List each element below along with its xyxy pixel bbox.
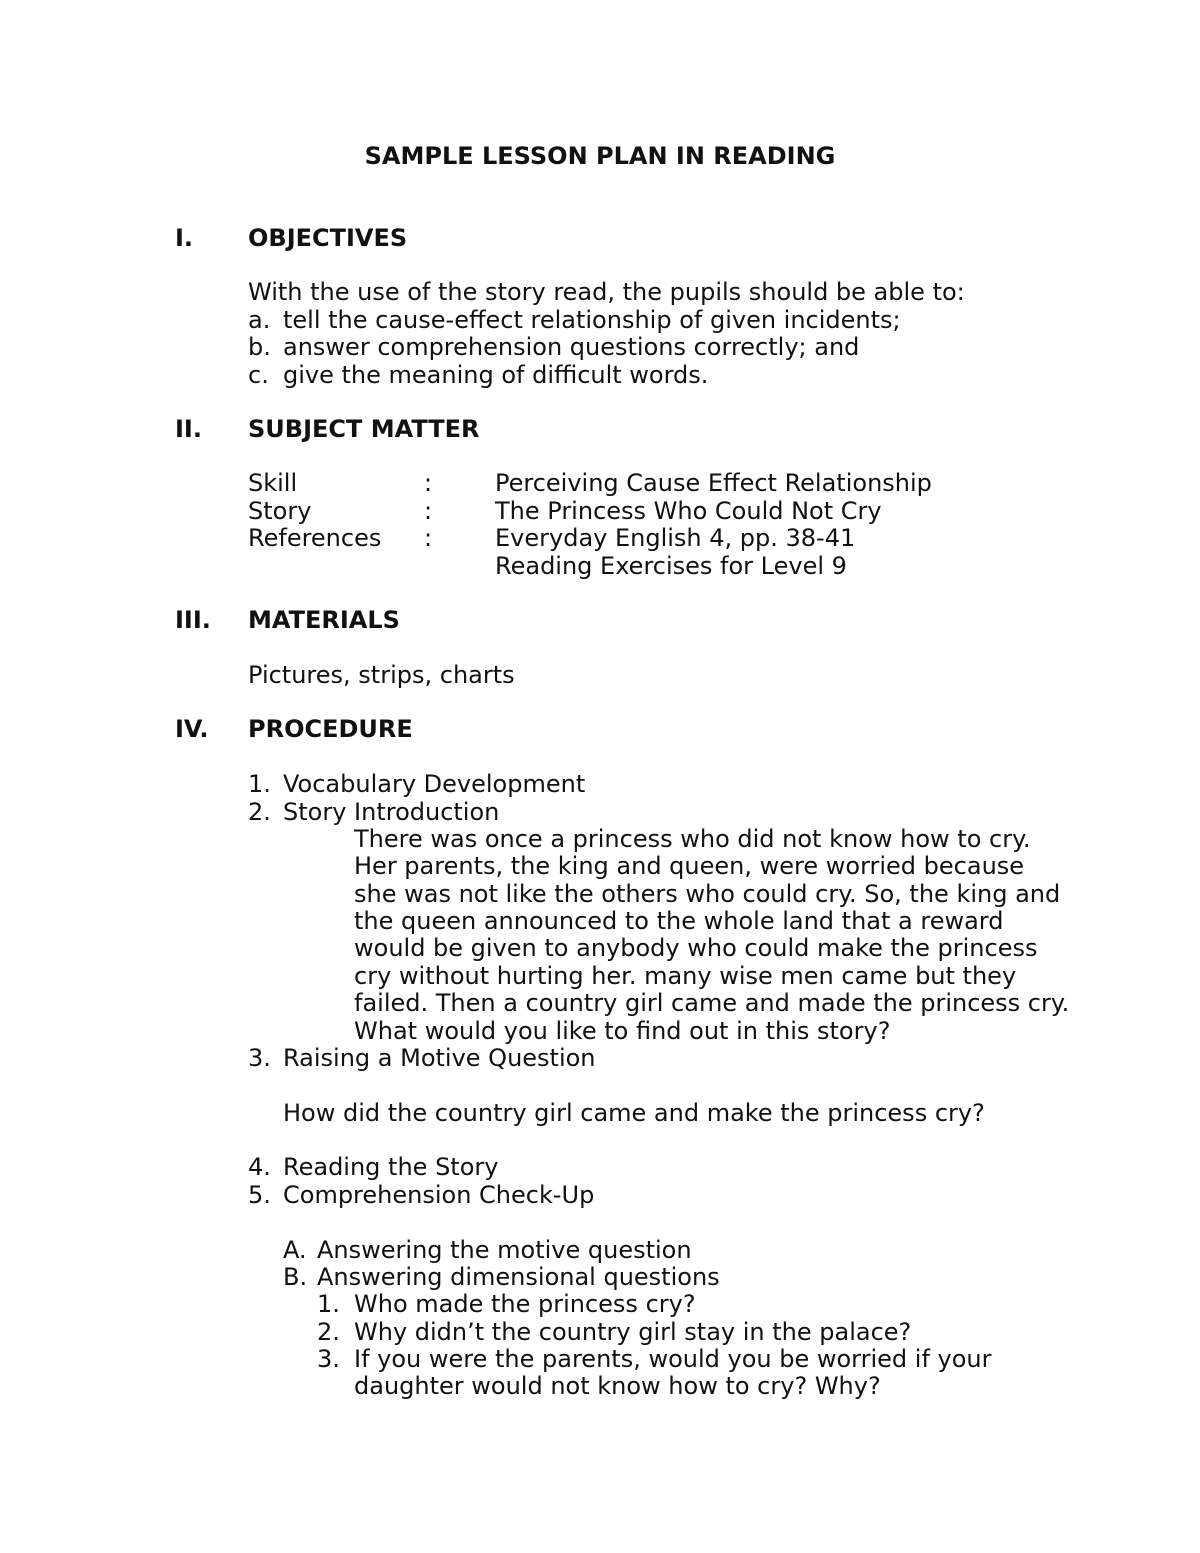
subject-value: The Princess Who Could Not Cry	[495, 497, 882, 525]
section-numeral-materials: III.	[175, 606, 211, 634]
materials-text: Pictures, strips, charts	[248, 661, 515, 689]
procedure-step: Raising a Motive Question	[283, 1044, 596, 1072]
dimensional-question: Why didn’t the country girl stay in the palace?	[354, 1318, 912, 1346]
story-intro-line: would be given to anybody who could make the princess	[354, 934, 1038, 962]
dimensional-question: Who made the princess cry?	[354, 1290, 696, 1318]
dimensional-question-marker: 2.	[317, 1318, 340, 1346]
objectives-intro: With the use of the story read, the pupils should be able to:	[248, 278, 965, 306]
procedure-step: Comprehension Check-Up	[283, 1181, 595, 1209]
procedure-step: Reading the Story	[283, 1153, 499, 1181]
story-intro-line: failed. Then a country girl came and made the princess cry.	[354, 989, 1070, 1017]
procedure-step-marker: 4.	[248, 1153, 271, 1181]
objective-item: tell the cause-effect relationship of given incidents;	[283, 306, 901, 334]
section-numeral-objectives: I.	[175, 224, 194, 252]
story-intro-line: cry without hurting her. many wise men came but they	[354, 962, 1017, 990]
story-intro-line: Her parents, the king and queen, were worried because	[354, 852, 1025, 880]
section-numeral-subject-matter: II.	[175, 415, 202, 443]
check-up-item: Answering dimensional questions	[317, 1263, 720, 1291]
procedure-step-marker: 5.	[248, 1181, 271, 1209]
objective-marker: b.	[248, 333, 271, 361]
section-heading-materials: MATERIALS	[248, 606, 400, 634]
subject-separator: :	[424, 524, 433, 552]
objective-item: answer comprehension questions correctly; and	[283, 333, 860, 361]
dimensional-question: daughter would not know how to cry? Why?	[354, 1372, 881, 1400]
section-heading-subject-matter: SUBJECT MATTER	[248, 415, 480, 443]
subject-separator: :	[424, 469, 433, 497]
objective-marker: c.	[248, 361, 269, 389]
section-heading-objectives: OBJECTIVES	[248, 224, 408, 252]
subject-label: References	[248, 524, 382, 552]
subject-label: Skill	[248, 469, 298, 497]
procedure-step: Vocabulary Development	[283, 770, 586, 798]
procedure-step-marker: 1.	[248, 770, 271, 798]
subject-value: Everyday English 4, pp. 38-41	[495, 524, 856, 552]
dimensional-question: If you were the parents, would you be worried if your	[354, 1345, 992, 1373]
story-intro-line: What would you like to find out in this story?	[354, 1017, 891, 1045]
section-heading-procedure: PROCEDURE	[248, 715, 413, 743]
dimensional-question-marker: 3.	[317, 1345, 340, 1373]
story-intro-line: the queen announced to the whole land that a reward	[354, 907, 1004, 935]
story-intro-line: There was once a princess who did not know how to cry.	[354, 825, 1031, 853]
subject-separator: :	[424, 497, 433, 525]
story-intro-line: she was not like the others who could cry. So, the king and	[354, 880, 1061, 908]
dimensional-question-marker: 1.	[317, 1290, 340, 1318]
check-up-item: Answering the motive question	[317, 1236, 692, 1264]
procedure-step: Story Introduction	[283, 798, 500, 826]
section-numeral-procedure: IV.	[175, 715, 209, 743]
document-title: SAMPLE LESSON PLAN IN READING	[364, 142, 836, 170]
procedure-step-marker: 2.	[248, 798, 271, 826]
check-up-marker: A.	[283, 1236, 307, 1264]
objective-item: give the meaning of difficult words.	[283, 361, 709, 389]
check-up-marker: B.	[283, 1263, 308, 1291]
procedure-step-marker: 3.	[248, 1044, 271, 1072]
subject-value: Reading Exercises for Level 9	[495, 552, 847, 580]
objective-marker: a.	[248, 306, 271, 334]
motive-question: How did the country girl came and make the princess cry?	[283, 1099, 985, 1127]
subject-label: Story	[248, 497, 312, 525]
subject-value: Perceiving Cause Effect Relationship	[495, 469, 932, 497]
